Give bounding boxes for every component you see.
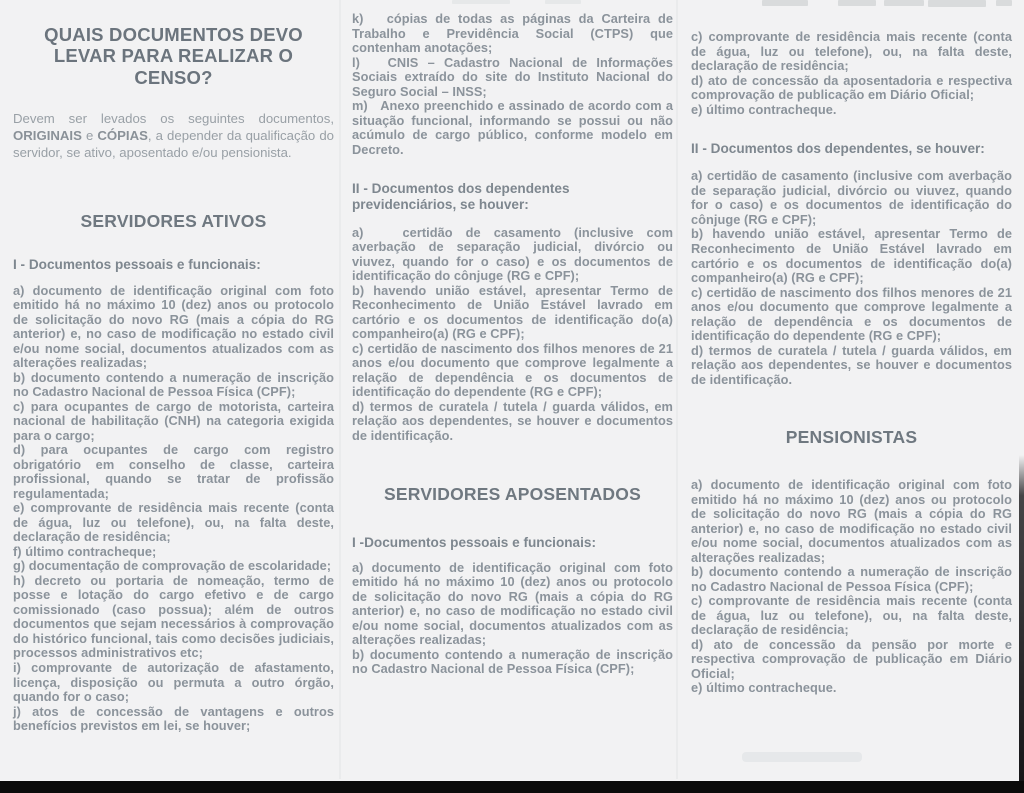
intro-segment: Devem ser levados os seguintes documentos, bbox=[13, 110, 334, 126]
list-item-c: c) para ocupantes de cargo de motorista, carteira nacional de habilitação (CNH) na categoria exigida para o cargo; bbox=[13, 398, 334, 443]
dependente-item-d: d) termos de curatela / tutela / guarda válidos, em relação aos dependentes, se houver e documentos de identificação. bbox=[352, 398, 673, 443]
top-edge-artifact bbox=[838, 0, 876, 6]
list-item-j: j) atos de concessão de vantagens e outros benefícios previstos em lei, se houver; bbox=[13, 703, 334, 734]
subsection-ii-dependentes-previdenciarios: II - Documentos dos dependentes previdenciários, se houver: bbox=[352, 181, 570, 213]
intro-bold-originais: ORIGINAIS bbox=[13, 127, 82, 143]
list-item-g: g) documentação de comprovação de escolaridade; bbox=[13, 558, 332, 574]
section-heading-pensionistas: PENSIONISTAS bbox=[785, 427, 918, 448]
aposentado-item-b: b) documento contendo a numeração de inscrição no Cadastro Nacional de Pessoa Física (CPF); bbox=[352, 646, 673, 677]
page-crease bbox=[676, 0, 678, 779]
intro-segment: , a depender da qualificação do servidor, se ativo, aposentado e/ou pensionista. bbox=[13, 127, 334, 161]
top-edge-artifact bbox=[762, 0, 808, 6]
pensionista-item-d: d) ato de concessão da pensão por morte e respectiva comprovação de publicação em Diário Oficial; bbox=[691, 636, 1012, 681]
list-item-i: i) comprovante de autorização de afastamento, licença, disposição ou permuta a outro órgão, quando for o caso; bbox=[13, 659, 334, 705]
dependente-item-c: c) certidão de nascimento dos filhos menores de 21 anos e/ou documento que comprove legalmente a relação de dependência e os documentos de identificação do dependente (RG e CPF); bbox=[352, 340, 673, 400]
list-item-a: a) documento de identificação original com foto emitido há no máximo 10 (dez) anos ou protocolo de solicitação do novo RG (mais a cópia do RG anterior) e, no caso de modificação no estado civil e/ou nome social, documentos atualizados com as alterações realizadas; bbox=[13, 282, 334, 371]
page-title: QUAIS DOCUMENTOS DEVO LEVAR PARA REALIZAR O CENSO? bbox=[44, 24, 303, 88]
list-item-e: e) comprovante de residência mais recente (conta de água, luz ou telefone), ou, na falta deste, declaração de residência; bbox=[13, 500, 334, 545]
pensionista-item-e: e) último contracheque. bbox=[691, 680, 837, 696]
column-1 bbox=[13, 0, 334, 793]
list-item-d: d) para ocupantes de cargo com registro obrigatório em conselho de classe, carteira profissional, quando se tratar de profissão regulamentada; bbox=[13, 442, 334, 501]
top-edge-artifact bbox=[928, 0, 986, 7]
list-item-m: m) Anexo preenchido e assinado de acordo com a situação funcional, informando se possui ou não acúmulo de cargo público, conforme modelo em Decreto. bbox=[352, 98, 673, 157]
subsection-ii-dependentes-aposentados: II - Documentos dos dependentes, se houver: bbox=[691, 141, 985, 157]
intro-segment: e bbox=[81, 127, 98, 143]
pensionista-item-a: a) documento de identificação original com foto emitido há no máximo 10 (dez) anos ou protocolo de solicitação do novo RG (mais a cópia do RG anterior) e, no caso de modificação no estado civil e/ou nome social, documentos atualizados com as alterações realizadas; bbox=[691, 477, 1012, 565]
bottom-letterbox-bar bbox=[0, 781, 1024, 793]
page-crease bbox=[339, 0, 341, 779]
intro-text bbox=[13, 110, 334, 161]
list-item-k: k) cópias de todas as páginas da Carteira de Trabalho e Previdência Social (CTPS) que contenham anotações; bbox=[352, 11, 673, 56]
pensionista-item-b: b) documento contendo a numeração de inscrição no Cadastro Nacional de Pessoa Física (CPF); bbox=[691, 564, 1012, 594]
top-edge-artifact bbox=[996, 0, 1012, 6]
list-item-b: b) documento contendo a numeração de inscrição no Cadastro Nacional de Pessoa Física (CPF); bbox=[13, 369, 334, 400]
right-edge-shadow bbox=[1019, 455, 1024, 793]
list-item-l: l) CNIS – Cadastro Nacional de Informações Sociais extraído do site do Instituto Nacional do Seguro Social – INSS; bbox=[352, 54, 673, 99]
list-item-h: h) decreto ou portaria de nomeação, termo de posse e lotação do cargo efetivo e de cargo comissionado (caso possua); além de outros documentos que sejam necessários à comprovação do histórico funcional, tais como decisões judiciais, processos administrativos etc; bbox=[13, 572, 334, 661]
pensionista-item-c: c) comprovante de residência mais recente (conta de água, luz ou telefone), ou, na falta deste, declaração de residência; bbox=[691, 593, 1012, 638]
faded-text-smudge bbox=[742, 752, 862, 762]
list-item-f: f) último contracheque; bbox=[13, 543, 157, 559]
intro-bold-copias: CÓPIAS bbox=[97, 127, 148, 143]
column-2 bbox=[352, 0, 673, 793]
aposentado-item-d: d) ato de concessão da aposentadoria e respectiva comprovação de publicação em Diário Oficial; bbox=[691, 72, 1012, 103]
column-3 bbox=[691, 0, 1012, 793]
top-edge-artifact bbox=[545, 0, 581, 4]
aposentado-item-c: c) comprovante de residência mais recente (conta de água, luz ou telefone), ou, na falta deste, declaração de residência; bbox=[691, 29, 1012, 74]
subsection-i-ativos: I - Documentos pessoais e funcionais: bbox=[13, 257, 261, 273]
dependente-item-b: b) havendo união estável, apresentar Termo de Reconhecimento de União Estável lavrado em cartório e os documentos de identificação do(a) companheiro(a) (RG e CPF); bbox=[352, 282, 673, 342]
section-heading-servidores-aposentados: SERVIDORES APOSENTADOS bbox=[384, 483, 641, 504]
section-heading-servidores-ativos: SERVIDORES ATIVOS bbox=[80, 211, 267, 232]
aposentado-item-e: e) último contracheque. bbox=[691, 101, 837, 117]
subsection-i-aposentados: I -Documentos pessoais e funcionais: bbox=[352, 534, 596, 550]
dependente-item-a: a) certidão de casamento (inclusive com averbação de separação judicial, divórcio ou viuvez, quando for o caso) e os documentos de identificação do cônjuge (RG e CPF); bbox=[691, 168, 1012, 227]
dependente-item-b: b) havendo união estável, apresentar Termo de Reconhecimento de União Estável lavrado em cartório e os documentos de identificação do(a) companheiro(a) (RG e CPF); bbox=[691, 226, 1012, 286]
dependente-item-a: a) certidão de casamento (inclusive com averbação de separação judicial, divórcio ou viuvez, quando for o caso) e os documentos de identificação do cônjuge (RG e CPF); bbox=[352, 224, 673, 284]
dependente-item-d: d) termos de curatela / tutela / guarda válidos, em relação aos dependentes, se houver e documentos de identificação. bbox=[691, 342, 1012, 387]
aposentado-item-a: a) documento de identificação original com foto emitido há no máximo 10 (dez) anos ou protocolo de solicitação do novo RG (mais a cópia do RG anterior) e, no caso de modificação no estado civil e/ou nome social, documentos atualizados com as alterações realizadas; bbox=[352, 559, 673, 648]
top-edge-artifact bbox=[884, 0, 924, 6]
dependente-item-c: c) certidão de nascimento dos filhos menores de 21 anos e/ou documento que comprove legalmente a relação de dependência e os documentos de identificação do dependente (RG e CPF); bbox=[691, 284, 1012, 344]
top-edge-artifact bbox=[452, 0, 510, 4]
